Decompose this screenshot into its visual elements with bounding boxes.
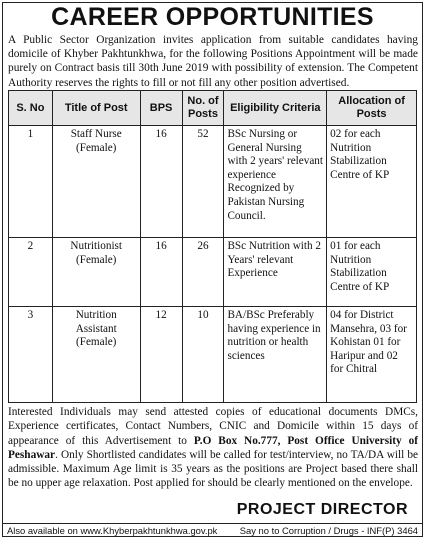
header-allocation: Allocation of Posts bbox=[327, 91, 417, 126]
row-sno: 2 bbox=[9, 238, 53, 307]
intro-paragraph: A Public Sector Organization invites application from suitable candidates having domicile of Khyber Pakhtunkhwa, for the following Positions Appointment will be made purely on Contract basis till 30th June 2019 with possibility of extension. The Competent Authority reserves the rights to fill or not fill any other position advertised. bbox=[8, 34, 418, 89]
row-bps: 16 bbox=[140, 238, 182, 307]
row-bps: 16 bbox=[140, 126, 182, 238]
table-header-row bbox=[9, 91, 417, 126]
row-sno: 3 bbox=[9, 307, 53, 403]
website-note: Also available on www.Khyberpakhtunkhwa.gov.pk bbox=[7, 525, 218, 536]
row-title: Nutrition Assistant (Female) bbox=[52, 307, 140, 403]
header-criteria: Eligibility Criteria bbox=[224, 91, 327, 126]
row-allocation: 01 for each Nutrition Stabilization Centre of KP bbox=[327, 238, 417, 307]
positions-table bbox=[8, 90, 417, 403]
row-posts: 10 bbox=[182, 307, 224, 403]
row-bps: 12 bbox=[140, 307, 182, 403]
header-posts: No. of Posts bbox=[182, 91, 224, 126]
row-criteria: BSc Nutrition with 2 Years' relevant Experience bbox=[224, 238, 327, 307]
bottom-bar bbox=[3, 523, 422, 537]
row-posts: 26 bbox=[182, 238, 224, 307]
table-row bbox=[9, 307, 417, 403]
header-bps: BPS bbox=[140, 91, 182, 126]
header-title: Title of Post bbox=[52, 91, 140, 126]
row-title: Nutritionist (Female) bbox=[52, 238, 140, 307]
reference-note: Say no to Corruption / Drugs - INF(P) 3464 bbox=[239, 525, 418, 536]
row-criteria: BSc Nursing or General Nursing with 2 years' relevant experience Recognized by Pakistan Nursing Council. bbox=[224, 126, 327, 238]
header-sno: S. No bbox=[9, 91, 53, 126]
row-title: Staff Nurse (Female) bbox=[52, 126, 140, 238]
row-allocation: 04 for District Mansehra, 03 for Kohistan 01 for Haripur and 02 for Chitral bbox=[327, 307, 417, 403]
ad-title: CAREER OPPORTUNITIES bbox=[51, 3, 374, 31]
row-posts: 52 bbox=[182, 126, 224, 238]
row-allocation: 02 for each Nutrition Stabilization Centre of KP bbox=[327, 126, 417, 238]
instructions-part-2: . Only Shortlisted candidates will be called for test/interview, no TA/DA will be admissible. Maximum Age limit is 35 years as the positions are Project based there shall be no upper age relaxation. Post applied for should be clearly mentioned on the envelope. bbox=[8, 448, 418, 490]
instructions-part-1: Interested Individuals may send attested copies of educational documents DMCs, Experience certificates, Contact Numbers, CNIC and Domicile within 15 days of appearance of this Advertisement to bbox=[8, 406, 418, 447]
row-sno: 1 bbox=[9, 126, 53, 238]
row-criteria: BA/BSc Preferably having experience in nutrition or health sciences bbox=[224, 307, 327, 403]
signatory: PROJECT DIRECTOR bbox=[236, 501, 408, 518]
table-row bbox=[9, 126, 417, 238]
postal-address: P.O Box No.777, Post Office University of Peshawar bbox=[8, 434, 418, 461]
application-instructions bbox=[8, 405, 418, 491]
advertisement bbox=[2, 2, 423, 537]
table-row bbox=[9, 238, 417, 307]
